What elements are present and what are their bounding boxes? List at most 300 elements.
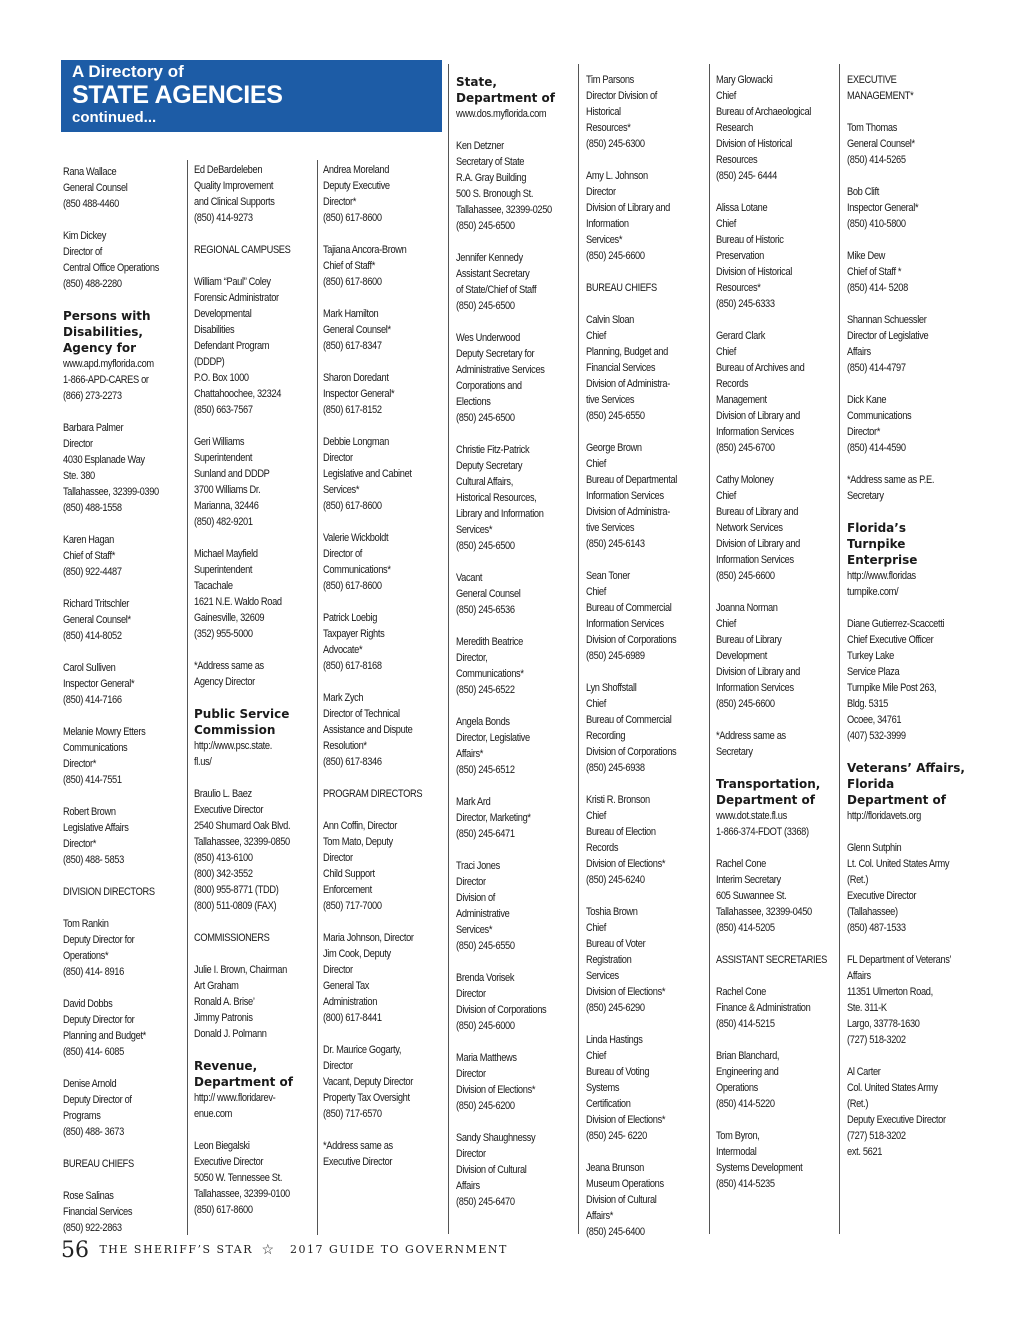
entry-line: Chief of Staff* bbox=[63, 550, 115, 562]
entry-line: (DDDP) bbox=[194, 356, 225, 368]
entry-line: Jeana Brunson bbox=[586, 1162, 644, 1174]
entry-line: Executive Director bbox=[847, 890, 917, 902]
entry-line: Bureau of Archives and bbox=[716, 362, 805, 374]
entry-line: Executive Director bbox=[323, 1156, 393, 1168]
entry-line: Assistant Secretary bbox=[456, 268, 530, 280]
entry-line: (850 488-4460 bbox=[63, 198, 119, 210]
entry-line: (800) 617-8441 bbox=[323, 1012, 382, 1024]
entry-line: (850) 245-6200 bbox=[456, 1100, 515, 1112]
agency-contact-line: enue.com bbox=[194, 1108, 233, 1120]
entry-line: Affairs* bbox=[586, 1210, 614, 1222]
entry-line: Cathy Moloney bbox=[716, 474, 774, 486]
entry-line: Programs bbox=[63, 1110, 101, 1122]
entry-line: (850) 617-8347 bbox=[323, 340, 382, 352]
agency-heading bbox=[194, 1058, 320, 1122]
entry-line: Bureau of Commercial bbox=[586, 714, 672, 726]
entry-line: 11351 Ulmerton Road, bbox=[847, 986, 933, 998]
entry-line: Donald J. Polmann bbox=[194, 1028, 267, 1040]
directory-entry bbox=[194, 546, 302, 642]
entry-line: Advocate* bbox=[323, 644, 363, 656]
directory-banner bbox=[61, 60, 442, 132]
entry-line: Bureau of Historic bbox=[716, 234, 784, 246]
directory-entry bbox=[716, 200, 824, 312]
directory-entry bbox=[63, 420, 171, 516]
entry-line: Planning, Budget and bbox=[586, 346, 668, 358]
entry-line: Research bbox=[716, 122, 753, 134]
entry-line: Director* bbox=[847, 426, 881, 438]
entry-line: (850) 245-6400 bbox=[586, 1226, 645, 1238]
entry-line: Division of Corporations bbox=[456, 1004, 547, 1016]
entry-line: Executive Director bbox=[194, 1156, 264, 1168]
entry-line: (850) 414-5220 bbox=[716, 1098, 775, 1110]
agency-contact-line: 1-866-APD-CARES or bbox=[63, 374, 149, 386]
directory-entry bbox=[194, 434, 302, 530]
directory-entry bbox=[847, 184, 955, 232]
agency-contact-line: turnpike.com/ bbox=[847, 586, 899, 598]
entry-line: Interim Secretary bbox=[716, 874, 781, 886]
entry-line: Information Services bbox=[586, 490, 664, 502]
directory-entry bbox=[456, 570, 564, 618]
entry-line: Turnpike Mile Post 263, bbox=[847, 682, 937, 694]
entry-line: Bureau of Library and bbox=[716, 506, 799, 518]
entry-line: Development bbox=[716, 650, 767, 662]
entry-line: Bob Clift bbox=[847, 186, 880, 198]
entry-line: Tom Rankin bbox=[63, 918, 109, 930]
entry-line: (Ret.) bbox=[847, 874, 869, 886]
directory-entry bbox=[586, 168, 694, 264]
entry-line: of State/Chief of Staff bbox=[456, 284, 537, 296]
entry-line: Division of Elections* bbox=[586, 986, 666, 998]
directory-entry bbox=[323, 162, 431, 226]
entry-line: Registration bbox=[586, 954, 632, 966]
entry-line: (850) 414-9273 bbox=[194, 212, 253, 224]
directory-entry bbox=[456, 794, 564, 842]
directory-entry bbox=[63, 1076, 171, 1140]
directory-entry bbox=[586, 280, 694, 296]
entry-line: Property Tax Oversight bbox=[323, 1092, 410, 1104]
entry-line: Inspector General* bbox=[323, 388, 395, 400]
agency-heading bbox=[847, 760, 973, 824]
entry-line: Affairs bbox=[456, 1180, 480, 1192]
entry-line: (850) 245-6300 bbox=[586, 138, 645, 150]
agency-name-line: Disabilities, bbox=[63, 325, 143, 339]
entry-line: Ed DeBardeleben bbox=[194, 164, 263, 176]
entry-line: Elections bbox=[456, 396, 491, 408]
entry-line: (850) 414-4797 bbox=[847, 362, 906, 374]
entry-line: (850) 617-8152 bbox=[323, 404, 382, 416]
entry-line: Chief of Staff* bbox=[323, 260, 375, 272]
entry-line: Bureau of Election bbox=[586, 826, 656, 838]
entry-line: Bureau of Library bbox=[716, 634, 782, 646]
entry-line: Resolution* bbox=[323, 740, 367, 752]
entry-line: *Address same as bbox=[323, 1140, 393, 1152]
entry-line: Alissa Lotane bbox=[716, 202, 768, 214]
directory-entry bbox=[194, 1138, 302, 1218]
entry-line: (850) 414-5215 bbox=[716, 1018, 775, 1030]
column-divider bbox=[317, 160, 318, 1235]
entry-line: Services* bbox=[323, 484, 360, 496]
directory-entry bbox=[194, 242, 302, 258]
entry-line: Chief bbox=[716, 90, 736, 102]
entry-line: General Counsel* bbox=[847, 138, 915, 150]
entry-line: Director bbox=[456, 1148, 486, 1160]
directory-entry bbox=[456, 970, 564, 1034]
directory-entry bbox=[716, 472, 824, 584]
entry-line: Director bbox=[63, 438, 93, 450]
entry-line: (407) 532-3999 bbox=[847, 730, 906, 742]
directory-entry bbox=[847, 952, 955, 1048]
entry-line: (850) 414-8052 bbox=[63, 630, 122, 642]
entry-line: Enforcement bbox=[323, 884, 372, 896]
agency-name-line: State, bbox=[456, 75, 497, 89]
entry-line: (800) 511-0809 (FAX) bbox=[194, 900, 277, 912]
directory-entry bbox=[63, 228, 171, 292]
entry-line: Rachel Cone bbox=[716, 986, 766, 998]
entry-line: Ste. 311-K bbox=[847, 1002, 887, 1014]
entry-line: Joanna Norman bbox=[716, 602, 778, 614]
directory-entry bbox=[586, 440, 694, 552]
entry-line: Bureau of Voting bbox=[586, 1066, 650, 1078]
entry-line: Secretary of State bbox=[456, 156, 525, 168]
agency-contact-line: www.dos.myflorida.com bbox=[456, 108, 547, 120]
entry-line: Meredith Beatrice bbox=[456, 636, 523, 648]
directory-entry bbox=[456, 250, 564, 314]
entry-line: Assistance and Dispute bbox=[323, 724, 413, 736]
directory-entry bbox=[63, 804, 171, 868]
entry-line: Division of Elections* bbox=[586, 1114, 666, 1126]
entry-line: (Tallahassee) bbox=[847, 906, 898, 918]
directory-entry bbox=[456, 442, 564, 554]
entry-line: Director bbox=[456, 876, 486, 888]
entry-line: Braulio L. Baez bbox=[194, 788, 252, 800]
entry-line: Richard Tritschler bbox=[63, 598, 130, 610]
agency-heading bbox=[194, 706, 320, 770]
entry-line: (850) 245- 6444 bbox=[716, 170, 777, 182]
directory-entry bbox=[586, 904, 694, 1016]
entry-line: (850) 245-6240 bbox=[586, 874, 645, 886]
directory-entry bbox=[63, 996, 171, 1060]
column-divider bbox=[578, 64, 579, 1234]
entry-line: Tallahassee, 32399-0390 bbox=[63, 486, 159, 498]
directory-entry bbox=[323, 1042, 431, 1122]
directory-entry bbox=[716, 728, 824, 760]
entry-line: Dick Kane bbox=[847, 394, 887, 406]
directory-entry bbox=[716, 1048, 824, 1112]
entry-line: (850) 245-6512 bbox=[456, 764, 515, 776]
entry-line: Executive Director bbox=[194, 804, 264, 816]
entry-line: Information Services bbox=[586, 618, 664, 630]
agency-name-line: Florida bbox=[847, 777, 895, 791]
entry-line: Services bbox=[586, 970, 619, 982]
entry-line: COMMISSIONERS bbox=[194, 932, 270, 944]
directory-entry bbox=[456, 138, 564, 234]
entry-line: Deputy Executive bbox=[323, 180, 390, 192]
directory-entry bbox=[716, 328, 824, 456]
directory-entry bbox=[456, 858, 564, 954]
entry-line: Engineering and bbox=[716, 1066, 779, 1078]
entry-line: Traci Jones bbox=[456, 860, 500, 872]
entry-line: David Dobbs bbox=[63, 998, 113, 1010]
entry-line: Information Services bbox=[716, 682, 794, 694]
agency-name-line: Department of bbox=[716, 793, 816, 807]
entry-line: Vacant bbox=[456, 572, 483, 584]
entry-line: Agency Director bbox=[194, 676, 255, 688]
directory-entry bbox=[586, 792, 694, 888]
entry-line: EXECUTIVE bbox=[847, 74, 897, 86]
entry-line: Rose Salinas bbox=[63, 1190, 114, 1202]
agency-contact-line: http://www.psc.state. bbox=[194, 740, 272, 752]
entry-line: Network Services bbox=[716, 522, 783, 534]
entry-line: Largo, 33778-1630 bbox=[847, 1018, 920, 1030]
agency-name-line: Department of bbox=[847, 793, 947, 807]
entry-line: Management bbox=[716, 394, 767, 406]
entry-line: Director* bbox=[63, 758, 97, 770]
entry-line: Kristi R. Bronson bbox=[586, 794, 650, 806]
directory-entry bbox=[586, 72, 694, 152]
agency-contact-line: (866) 273-2273 bbox=[63, 390, 122, 402]
entry-line: Tom Thomas bbox=[847, 122, 898, 134]
directory-entry bbox=[456, 714, 564, 778]
entry-line: Director, bbox=[456, 652, 488, 664]
entry-line: Sean Toner bbox=[586, 570, 630, 582]
entry-line: Division of Cultural bbox=[456, 1164, 527, 1176]
entry-line: R.A. Gray Building bbox=[456, 172, 527, 184]
directory-entry bbox=[847, 392, 955, 456]
entry-line: Resources* bbox=[716, 282, 761, 294]
entry-line: Tom Mato, Deputy bbox=[323, 836, 393, 848]
entry-line: Quality Improvement bbox=[194, 180, 274, 192]
directory-entry bbox=[323, 242, 431, 290]
entry-line: Andrea Moreland bbox=[323, 164, 390, 176]
directory-column-1 bbox=[63, 164, 189, 1252]
agency-name-line: Public Service bbox=[194, 707, 290, 721]
entry-line: Museum Operations bbox=[586, 1178, 664, 1190]
entry-line: Bureau of Commercial bbox=[586, 602, 672, 614]
entry-line: BUREAU CHIEFS bbox=[63, 1158, 134, 1170]
entry-line: Mark Ard bbox=[456, 796, 491, 808]
entry-line: General Counsel* bbox=[323, 324, 391, 336]
page-number: 56 bbox=[61, 1238, 89, 1263]
entry-line: Forensic Administrator bbox=[194, 292, 279, 304]
agency-contact-line: http:// www.floridarev- bbox=[194, 1092, 276, 1104]
entry-line: (850) 245-6550 bbox=[586, 410, 645, 422]
entry-line: Child Support bbox=[323, 868, 375, 880]
entry-line: (850) 414-5205 bbox=[716, 922, 775, 934]
entry-line: ASSISTANT SECRETARIES bbox=[716, 954, 827, 966]
entry-line: (850) 245-6000 bbox=[456, 1020, 515, 1032]
entry-line: Historical bbox=[586, 106, 621, 118]
directory-entry bbox=[716, 952, 827, 968]
agency-name-line: Florida’s bbox=[847, 521, 906, 535]
directory-entry bbox=[63, 1156, 171, 1172]
entry-line: Deputy Secretary bbox=[456, 460, 523, 472]
directory-entry bbox=[63, 916, 171, 980]
entry-line: Superintendent bbox=[194, 452, 253, 464]
agency-contact-line: www.dot.state.fl.us bbox=[716, 810, 787, 822]
entry-line: Inspector General* bbox=[847, 202, 919, 214]
entry-line: General Tax bbox=[323, 980, 370, 992]
entry-line: Chief bbox=[586, 922, 606, 934]
entry-line: Records bbox=[716, 378, 749, 390]
entry-line: General Counsel bbox=[63, 182, 128, 194]
entry-line: Division of Administra- bbox=[586, 506, 670, 518]
entry-line: (850) 617-8600 bbox=[323, 212, 382, 224]
entry-line: Recording bbox=[586, 730, 626, 742]
entry-line: (850) 245-6143 bbox=[586, 538, 645, 550]
entry-line: Ronald A. Brise’ bbox=[194, 996, 255, 1008]
entry-line: Planning and Budget* bbox=[63, 1030, 146, 1042]
directory-column-7 bbox=[847, 72, 973, 1176]
directory-entry bbox=[847, 1064, 955, 1160]
entry-line: Director bbox=[323, 964, 353, 976]
entry-line: Deputy Director of bbox=[63, 1094, 132, 1106]
entry-line: Bureau of Voter bbox=[586, 938, 646, 950]
directory-entry bbox=[716, 1128, 824, 1192]
entry-line: Communications* bbox=[323, 564, 391, 576]
entry-line: *Address same as bbox=[716, 730, 786, 742]
entry-line: Director bbox=[323, 852, 353, 864]
agency-name-line: Agency for bbox=[63, 341, 137, 355]
entry-line: Tallahassee, 32399-0850 bbox=[194, 836, 290, 848]
agency-name-line: Commission bbox=[194, 723, 276, 737]
entry-line: (Ret.) bbox=[847, 1098, 869, 1110]
entry-line: Disabilities bbox=[194, 324, 235, 336]
entry-line: Division of Elections* bbox=[586, 858, 666, 870]
agency-name-line: Department of bbox=[194, 1075, 294, 1089]
entry-line: MANAGEMENT* bbox=[847, 90, 914, 102]
agency-name-line: Persons with bbox=[63, 309, 151, 323]
directory-column-2 bbox=[194, 162, 320, 1234]
directory-entry bbox=[586, 1032, 694, 1144]
entry-line: *Address same as P.E. bbox=[847, 474, 935, 486]
entry-line: Director, Legislative bbox=[456, 732, 530, 744]
entry-line: Director bbox=[586, 186, 616, 198]
entry-line: Resources bbox=[716, 154, 758, 166]
entry-line: Division of Corporations bbox=[586, 634, 677, 646]
entry-line: Mary Glowacki bbox=[716, 74, 773, 86]
directory-entry bbox=[586, 568, 694, 664]
entry-line: 2540 Shumard Oak Blvd. bbox=[194, 820, 291, 832]
entry-line: (800) 955-8771 (TDD) bbox=[194, 884, 279, 896]
entry-line: (850) 487-1533 bbox=[847, 922, 906, 934]
entry-line: Deputy Secretary for bbox=[456, 348, 535, 360]
entry-line: (850) 617-8600 bbox=[323, 580, 382, 592]
entry-line: (850) 245-6536 bbox=[456, 604, 515, 616]
entry-line: (850) 245-6938 bbox=[586, 762, 645, 774]
entry-line: Information bbox=[586, 218, 629, 230]
entry-line: Chief bbox=[716, 346, 736, 358]
entry-line: 3700 Williams Dr. bbox=[194, 484, 261, 496]
entry-line: (850) 717-7000 bbox=[323, 900, 382, 912]
publication-name: THE SHERIFF’S STAR bbox=[99, 1243, 253, 1256]
entry-line: Tajiana Ancora-Brown bbox=[323, 244, 407, 256]
directory-entry bbox=[847, 248, 955, 296]
entry-line: Geri Williams bbox=[194, 436, 245, 448]
entry-line: Ann Coffin, Director bbox=[323, 820, 397, 832]
entry-line: Superintendent bbox=[194, 564, 253, 576]
entry-line: Historical Resources, bbox=[456, 492, 537, 504]
entry-line: (850) 414-5265 bbox=[847, 154, 906, 166]
entry-line: Certification bbox=[586, 1098, 631, 1110]
directory-entry bbox=[323, 530, 431, 594]
directory-entry bbox=[847, 840, 955, 936]
entry-line: Service Plaza bbox=[847, 666, 900, 678]
banner-line-1: A Directory of bbox=[72, 62, 184, 81]
entry-line: Diane Gutierrez-Scaccetti bbox=[847, 618, 945, 630]
entry-line: Director of Technical bbox=[323, 708, 400, 720]
entry-line: P.O. Box 1000 bbox=[194, 372, 249, 384]
directory-entry bbox=[847, 472, 955, 504]
entry-line: (850) 617-8600 bbox=[194, 1204, 253, 1216]
directory-entry bbox=[847, 120, 955, 168]
entry-line: Rana Wallace bbox=[63, 166, 117, 178]
entry-line: Administrative bbox=[456, 908, 510, 920]
directory-entry bbox=[323, 818, 431, 914]
entry-line: Library and Information bbox=[456, 508, 544, 520]
entry-line: Brian Blanchard, bbox=[716, 1050, 780, 1062]
entry-line: Linda Hastings bbox=[586, 1034, 643, 1046]
entry-line: FL Department of Veterans’ bbox=[847, 954, 952, 966]
entry-line: (727) 518-3202 bbox=[847, 1034, 906, 1046]
entry-line: (850) 245-6290 bbox=[586, 1002, 645, 1014]
entry-line: Preservation bbox=[716, 250, 764, 262]
entry-line: Col. United States Army bbox=[847, 1082, 938, 1094]
entry-line: Director of bbox=[63, 246, 103, 258]
agency-heading bbox=[716, 776, 842, 840]
entry-line: Corporations and bbox=[456, 380, 522, 392]
directory-entry bbox=[63, 724, 171, 788]
entry-line: (850) 245-6600 bbox=[716, 698, 775, 710]
entry-line: Lt. Col. United States Army bbox=[847, 858, 950, 870]
directory-entry bbox=[716, 984, 824, 1032]
entry-line: Administrative Services bbox=[456, 364, 545, 376]
entry-line: Deputy Director for bbox=[63, 1014, 135, 1026]
entry-line: Services* bbox=[456, 524, 493, 536]
column-divider bbox=[187, 160, 188, 1235]
entry-line: Chief bbox=[716, 490, 736, 502]
entry-line: Deputy Director for bbox=[63, 934, 135, 946]
entry-line: Sandy Shaughnessy bbox=[456, 1132, 536, 1144]
column-divider bbox=[709, 64, 710, 1234]
entry-line: Debbie Longman bbox=[323, 436, 389, 448]
directory-entry bbox=[63, 1188, 171, 1236]
entry-line: Services* bbox=[456, 924, 493, 936]
entry-line: Division of Historical bbox=[716, 138, 793, 150]
entry-line: Valerie Wickboldt bbox=[323, 532, 389, 544]
entry-line: (850) 482-9201 bbox=[194, 516, 253, 528]
directory-entry bbox=[847, 312, 955, 376]
entry-line: Division of bbox=[456, 892, 496, 904]
entry-line: Affairs bbox=[847, 970, 871, 982]
entry-line: Secretary bbox=[847, 490, 884, 502]
entry-line: (850) 488- 3673 bbox=[63, 1126, 124, 1138]
entry-line: tive Services bbox=[586, 522, 635, 534]
entry-line: Chattahoochee, 32324 bbox=[194, 388, 282, 400]
directory-entry bbox=[456, 1130, 564, 1210]
entry-line: 5050 W. Tennessee St. bbox=[194, 1172, 283, 1184]
entry-line: (850) 617-8600 bbox=[323, 276, 382, 288]
entry-line: Robert Brown bbox=[63, 806, 116, 818]
entry-line: Director bbox=[456, 988, 486, 1000]
entry-line: Division of Library and bbox=[586, 202, 670, 214]
entry-line: Taxpayer Rights bbox=[323, 628, 385, 640]
entry-line: (850) 245-6500 bbox=[456, 300, 515, 312]
entry-line: Michael Mayfield bbox=[194, 548, 258, 560]
entry-line: (850) 488-1558 bbox=[63, 502, 122, 514]
entry-line: Information Services bbox=[716, 554, 794, 566]
entry-line: Jennifer Kennedy bbox=[456, 252, 523, 264]
entry-line: (850) 414-7166 bbox=[63, 694, 122, 706]
